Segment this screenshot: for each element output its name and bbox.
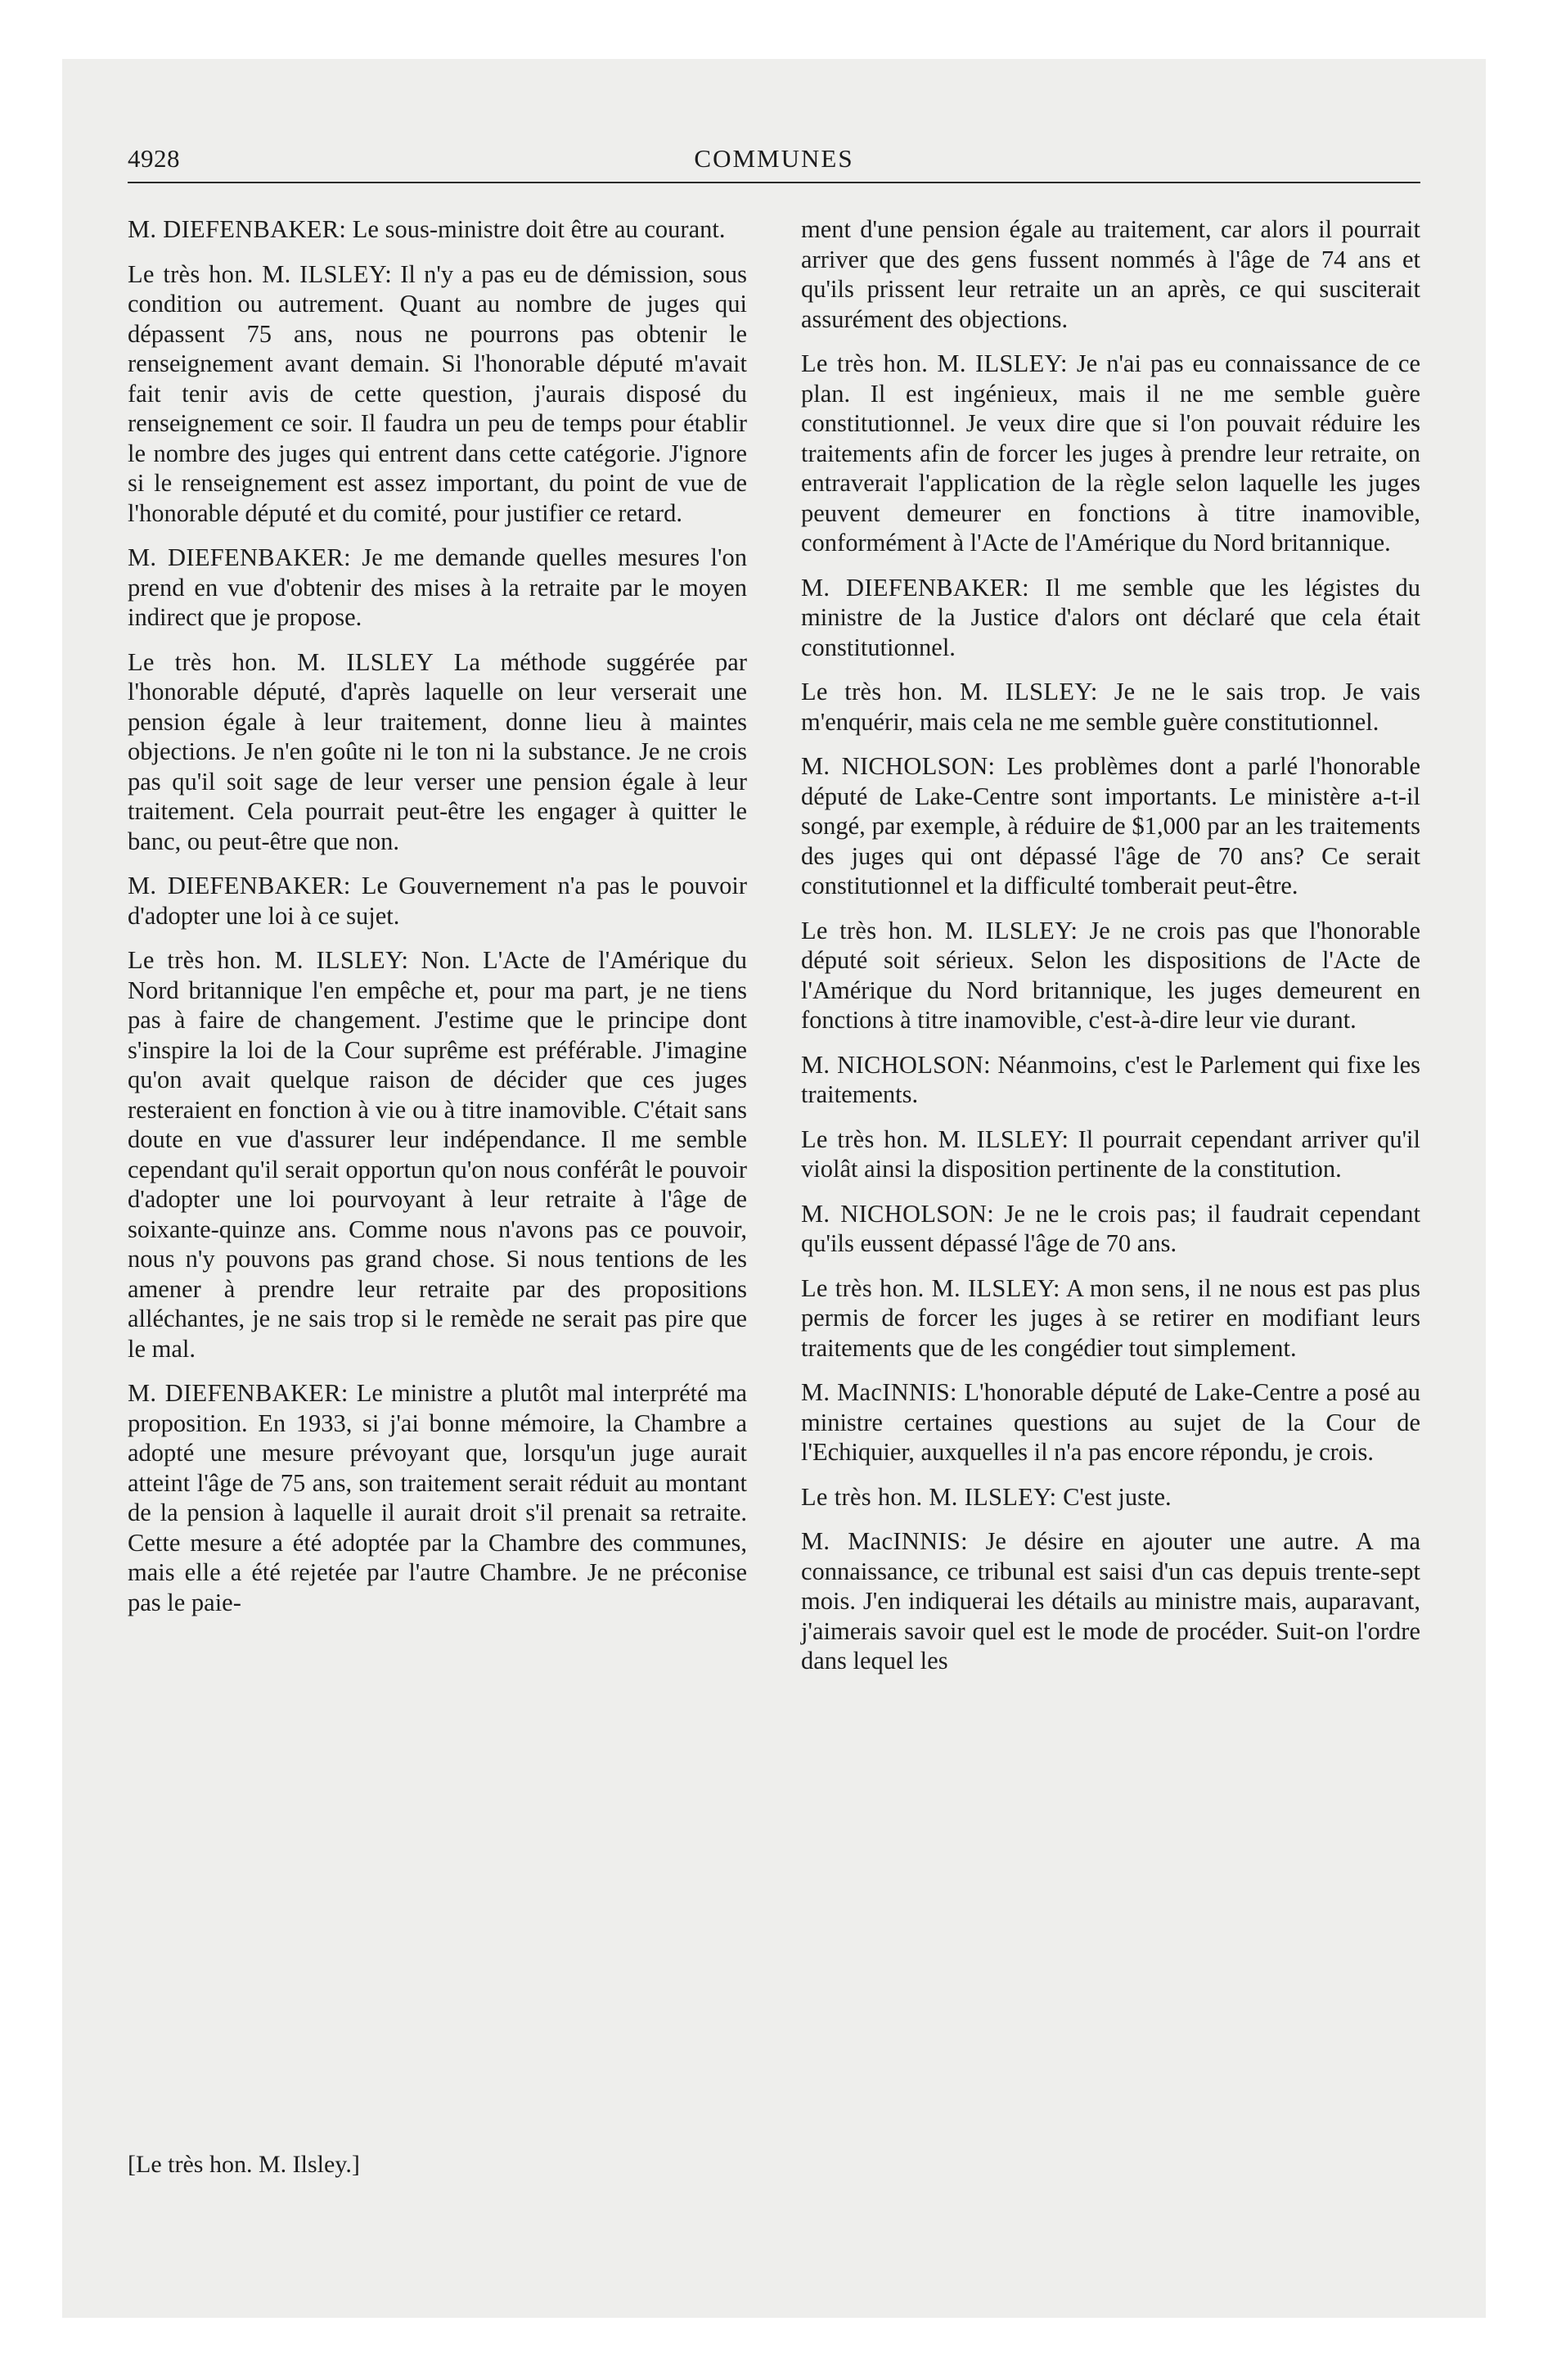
paragraph <box>128 1378 747 1617</box>
paragraph <box>801 677 1420 737</box>
page-number: 4928 <box>128 144 180 173</box>
right-column <box>801 214 1420 1691</box>
speaker-name: M. DIEFENBAKER: <box>801 573 1029 602</box>
paragraph <box>128 647 747 857</box>
paragraph <box>801 1273 1420 1364</box>
paragraph-text: Il me semble que les légistes du ministre de la Justice d'alors ont déclaré que cela était constitutionnel. <box>801 573 1421 661</box>
speaker-name: M. DIEFENBAKER: <box>128 215 347 243</box>
paragraph <box>128 214 747 245</box>
speaker-name: M. DIEFENBAKER: <box>128 1379 349 1407</box>
paragraph-text: Je ne le crois pas; il faudrait cependant qu'ils eussent dépassé l'âge de 70 ans. <box>801 1199 1420 1257</box>
page-footer: [Le très hon. M. Ilsley.] <box>128 2151 360 2178</box>
paragraph-text: Le sous-ministre doit être au courant. <box>352 215 726 243</box>
paragraph-text: La méthode suggérée par l'honorable député, d'après laquelle on leur verserait une pension égale à leur traitement, donne lieu à maintes objections. Je n'en goûte ni le ton ni la substance. Je ne crois pas qu'il soit sage de leur verser une pension égale à leur traitement. Cela pourrait peut-être les engager à quitter le banc, ou peut-être que non. <box>128 647 747 855</box>
paragraph <box>128 543 747 633</box>
paragraph <box>801 1125 1420 1184</box>
paragraph-text: Les problèmes dont a parlé l'honorable député de Lake-Centre sont importants. Le ministère a-t-il songé, par exemple, à réduire de $1,000 par an les traitements des juges qui ont dépassé l'âge de 70 ans? Ce serait constitutionnel et la difficulté tomberait peut-être. <box>801 752 1421 899</box>
paragraph-text: A mon sens, il ne nous est pas plus permis de forcer les juges à se retirer en modifiant leurs traitements que de les congédier tout simplement. <box>801 1273 1420 1362</box>
speaker-name: M. NICHOLSON: <box>801 752 996 780</box>
paragraph-text: L'honorable député de Lake-Centre a posé au ministre certaines questions au sujet de la Cour de l'Echiquier, auxquelles il n'a pas encore répondu, je crois. <box>801 1378 1421 1466</box>
paragraph-text: Je me demande quelles mesures l'on prend en vue d'obtenir des mises à la retraite par le moyen indirect que je propose. <box>128 543 747 631</box>
speaker-name: Le très hon. M. ILSLEY: <box>128 946 409 974</box>
speaker-name: Le très hon. M. ILSLEY: <box>801 1273 1060 1302</box>
paragraph-text: Je désire en ajouter une autre. A ma connaissance, ce tribunal est saisi d'un cas depuis trente-sept mois. J'en indiquerai les détails au ministre mais, auparavant, j'aimerais savoir quel est le mode de procéder. Suit-on l'ordre dans lequel les <box>801 1527 1421 1675</box>
speaker-name: Le très hon. M. ILSLEY: <box>128 259 392 288</box>
paragraph <box>128 259 747 529</box>
paragraph <box>801 1199 1420 1259</box>
paragraph <box>801 573 1420 663</box>
speaker-name: M. MacINNIS: <box>801 1527 968 1555</box>
paragraph <box>801 214 1420 334</box>
running-title: COMMUNES <box>694 144 854 173</box>
page-header <box>128 141 1420 183</box>
speaker-name: Le très hon. M. ILSLEY <box>128 647 434 676</box>
paragraph-text: Il n'y a pas eu de démission, sous condition ou autrement. Quant au nombre de juges qui dépassent 75 ans, nous ne pourrons pas obtenir le renseignement avant demain. Si l'honorable député m'avait fait tenir avis de cette question, j'aurais disposé du renseignement ce soir. Il faudra un peu de temps pour établir le nombre des juges qui entrent dans cette catégorie. J'ignore si le renseignement est assez important, du point de vue de l'honorable député et du comité, pour justifier ce retard. <box>128 259 747 527</box>
paragraph-text: C'est juste. <box>1063 1482 1172 1511</box>
paragraph <box>801 1050 1420 1110</box>
speaker-name: M. MacINNIS: <box>801 1378 957 1406</box>
paragraph-text: Je ne le sais trop. Je vais m'enquérir, mais cela ne me semble guère constitutionnel. <box>801 678 1421 736</box>
left-column <box>128 214 747 1632</box>
paragraph <box>801 349 1420 558</box>
speaker-name: Le très hon. M. ILSLEY: <box>801 916 1078 944</box>
paragraph-text: Le Gouvernement n'a pas le pouvoir d'adopter une loi à ce sujet. <box>128 872 748 930</box>
paragraph <box>801 1526 1420 1676</box>
speaker-name: M. NICHOLSON: <box>801 1050 991 1079</box>
speaker-name: Le très hon. M. ILSLEY: <box>801 678 1098 705</box>
speaker-name: Le très hon. M. ILSLEY: <box>801 1482 1057 1511</box>
speaker-name: M. DIEFENBAKER: <box>128 872 351 899</box>
paragraph <box>801 916 1420 1035</box>
paragraph-text: Je n'ai pas eu connaissance de ce plan. Il est ingénieux, mais il ne me semble guère constitutionnel. Je veux dire que si l'on pouvait réduire les traitements afin de forcer les juges à prendre leur retraite, on entraverait l'application de la règle selon laquelle les juges peuvent demeurer en fonctions à titre inamovible, conformément à l'Acte de l'Amérique du Nord britannique. <box>801 349 1421 557</box>
speaker-name: M. NICHOLSON: <box>801 1199 994 1228</box>
paragraph-text: ment d'une pension égale au traitement, car alors il pourrait arriver que des gens fussent nommés à l'âge de 74 ans et qu'ils prissent leur retraite un an après, ce qui susciterait assurément des objections. <box>801 215 1420 333</box>
document-page <box>62 59 1486 2318</box>
paragraph-text: Non. L'Acte de l'Amérique du Nord britannique l'en empêche et, pour ma part, je ne tiens pas à faire de changement. J'estime que le principe dont s'inspire la loi de la Cour suprême est préférable. J'imagine qu'on avait quelque raison de décider que ces juges resteraient en fonction à vie ou à titre inamovible. C'était sans doute en vue d'assurer leur indépendance. Il me semble cependant qu'il serait opportun qu'on nous conférât le pouvoir d'adopter une loi pourvoyant à leur retraite à l'âge de soixante-quinze ans. Comme nous n'avons pas ce pouvoir, nous n'y pouvons pas grand chose. Si nous tentions de les amener à prendre leur retraite par des propositions alléchantes, je ne sais trop si le remède ne serait pas pire que le mal. <box>128 946 747 1363</box>
paragraph <box>801 1377 1420 1467</box>
paragraph <box>801 1482 1420 1512</box>
paragraph-text: Je ne crois pas que l'honorable député soit sérieux. Selon les dispositions de l'Acte de l'Amérique du Nord britannique, les juges demeurent en fonctions à titre inamovible, c'est-à-dire leur vie durant. <box>801 916 1421 1034</box>
paragraph-text: Néanmoins, c'est le Parlement qui fixe les traitements. <box>801 1050 1420 1108</box>
speaker-name: Le très hon. M. ILSLEY: <box>801 1125 1069 1153</box>
paragraph <box>128 945 747 1364</box>
paragraph <box>801 751 1420 901</box>
paragraph-text: Il pourrait cependant arriver qu'il violât ainsi la disposition pertinente de la constitution. <box>801 1125 1421 1183</box>
paragraph-text: Le ministre a plutôt mal interprété ma proposition. En 1933, si j'ai bonne mémoire, la Chambre a adopté une mesure prévoyant que, lorsqu'un juge aurait atteint l'âge de 75 ans, son traitement serait réduit au montant de la pension à laquelle il aurait droit s'il prenait sa retraite. Cette mesure a été adoptée par la Chambre des communes, mais elle a été rejetée par l'autre Chambre. Je ne préconise pas le paie- <box>128 1379 747 1616</box>
speaker-name: Le très hon. M. ILSLEY: <box>801 349 1068 377</box>
speaker-name: M. DIEFENBAKER: <box>128 543 351 571</box>
paragraph <box>128 871 747 931</box>
